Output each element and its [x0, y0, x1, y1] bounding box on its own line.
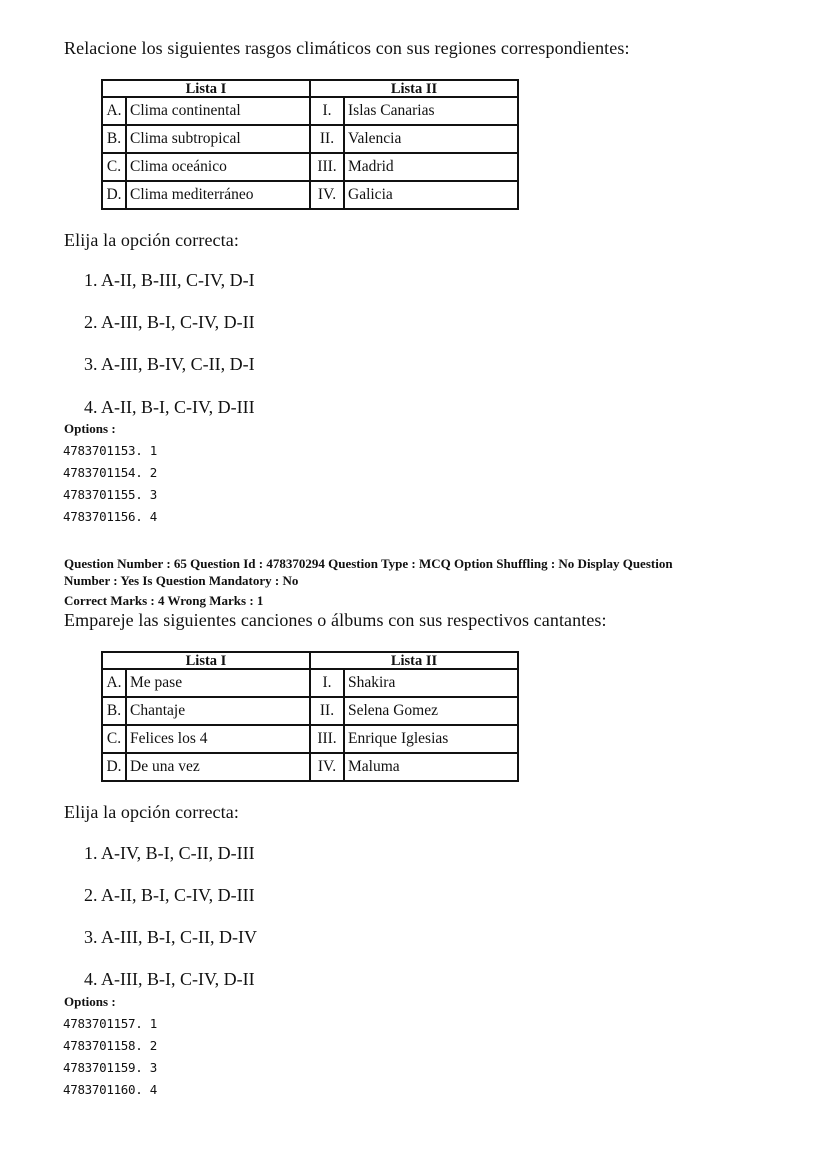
table-header-row [102, 80, 518, 97]
list-2-item: Selena Gomez [344, 697, 518, 725]
list-1-item: Clima oceánico [126, 153, 310, 181]
question-2-match-table [101, 651, 519, 782]
row-roman: II. [310, 697, 344, 725]
question-2-choice-2: 2. A-II, B-I, C-IV, D-III [84, 885, 255, 905]
question-2-meta-line-2: Number : Yes Is Question Mandatory : No [64, 573, 299, 588]
list-1-item: Chantaje [126, 697, 310, 725]
list-2-item: Galicia [344, 181, 518, 209]
question-1-instruction: Elija la opción correcta: [64, 230, 239, 250]
question-2-choice-4: 4. A-III, B-I, C-IV, D-II [84, 969, 255, 989]
question-2-option-id: 4783701157. 1 [63, 1016, 157, 1031]
question-1-prompt: Relacione los siguientes rasgos climáticos con sus regiones correspondientes: [64, 38, 630, 58]
question-2-prompt: Empareje las siguientes canciones o álbums con sus respectivos cantantes: [64, 610, 607, 630]
row-letter: A. [102, 97, 126, 125]
question-2-option-id: 4783701158. 2 [63, 1038, 157, 1053]
row-letter: D. [102, 753, 126, 781]
question-2-option-id: 4783701160. 4 [63, 1082, 157, 1097]
list-2-header: Lista II [310, 652, 518, 669]
row-letter: A. [102, 669, 126, 697]
row-roman: IV. [310, 181, 344, 209]
list-1-item: Clima continental [126, 97, 310, 125]
question-2-choice-1: 1. A-IV, B-I, C-II, D-III [84, 843, 255, 863]
list-2-item: Valencia [344, 125, 518, 153]
question-2-meta-line-1: Question Number : 65 Question Id : 478370294 Question Type : MCQ Option Shuffling : No Display Question [64, 556, 673, 571]
list-1-item: Clima mediterráneo [126, 181, 310, 209]
list-1-item: Felices los 4 [126, 725, 310, 753]
table-row [102, 669, 518, 697]
table-row [102, 181, 518, 209]
list-2-item: Enrique Iglesias [344, 725, 518, 753]
question-1-choice-4: 4. A-II, B-I, C-IV, D-III [84, 397, 255, 417]
list-2-header: Lista II [310, 80, 518, 97]
question-1-choice-1: 1. A-II, B-III, C-IV, D-I [84, 270, 255, 290]
question-1-option-id: 4783701156. 4 [63, 509, 157, 524]
question-1-choice-2: 2. A-III, B-I, C-IV, D-II [84, 312, 255, 332]
row-letter: C. [102, 725, 126, 753]
question-1-option-id: 4783701155. 3 [63, 487, 157, 502]
list-1-header: Lista I [102, 652, 310, 669]
question-1-options-label: Options : [64, 421, 116, 436]
list-1-header: Lista I [102, 80, 310, 97]
list-2-item: Shakira [344, 669, 518, 697]
question-2-marks: Correct Marks : 4 Wrong Marks : 1 [64, 593, 264, 608]
table-row [102, 697, 518, 725]
question-2-choice-3: 3. A-III, B-I, C-II, D-IV [84, 927, 257, 947]
row-roman: III. [310, 725, 344, 753]
table-row [102, 125, 518, 153]
row-roman: IV. [310, 753, 344, 781]
question-1-match-table [101, 79, 519, 210]
list-2-item: Islas Canarias [344, 97, 518, 125]
list-2-item: Madrid [344, 153, 518, 181]
row-letter: B. [102, 125, 126, 153]
list-1-item: Me pase [126, 669, 310, 697]
question-1-option-id: 4783701154. 2 [63, 465, 157, 480]
question-2-options-label: Options : [64, 994, 116, 1009]
question-1-choice-3: 3. A-III, B-IV, C-II, D-I [84, 354, 255, 374]
row-roman: I. [310, 97, 344, 125]
list-1-item: Clima subtropical [126, 125, 310, 153]
row-roman: I. [310, 669, 344, 697]
list-1-item: De una vez [126, 753, 310, 781]
table-row [102, 97, 518, 125]
question-1-option-id: 4783701153. 1 [63, 443, 157, 458]
row-letter: D. [102, 181, 126, 209]
question-2-option-id: 4783701159. 3 [63, 1060, 157, 1075]
table-header-row [102, 652, 518, 669]
question-2-instruction: Elija la opción correcta: [64, 802, 239, 822]
row-letter: B. [102, 697, 126, 725]
table-row [102, 725, 518, 753]
table-row [102, 153, 518, 181]
row-letter: C. [102, 153, 126, 181]
row-roman: II. [310, 125, 344, 153]
table-row [102, 753, 518, 781]
list-2-item: Maluma [344, 753, 518, 781]
row-roman: III. [310, 153, 344, 181]
